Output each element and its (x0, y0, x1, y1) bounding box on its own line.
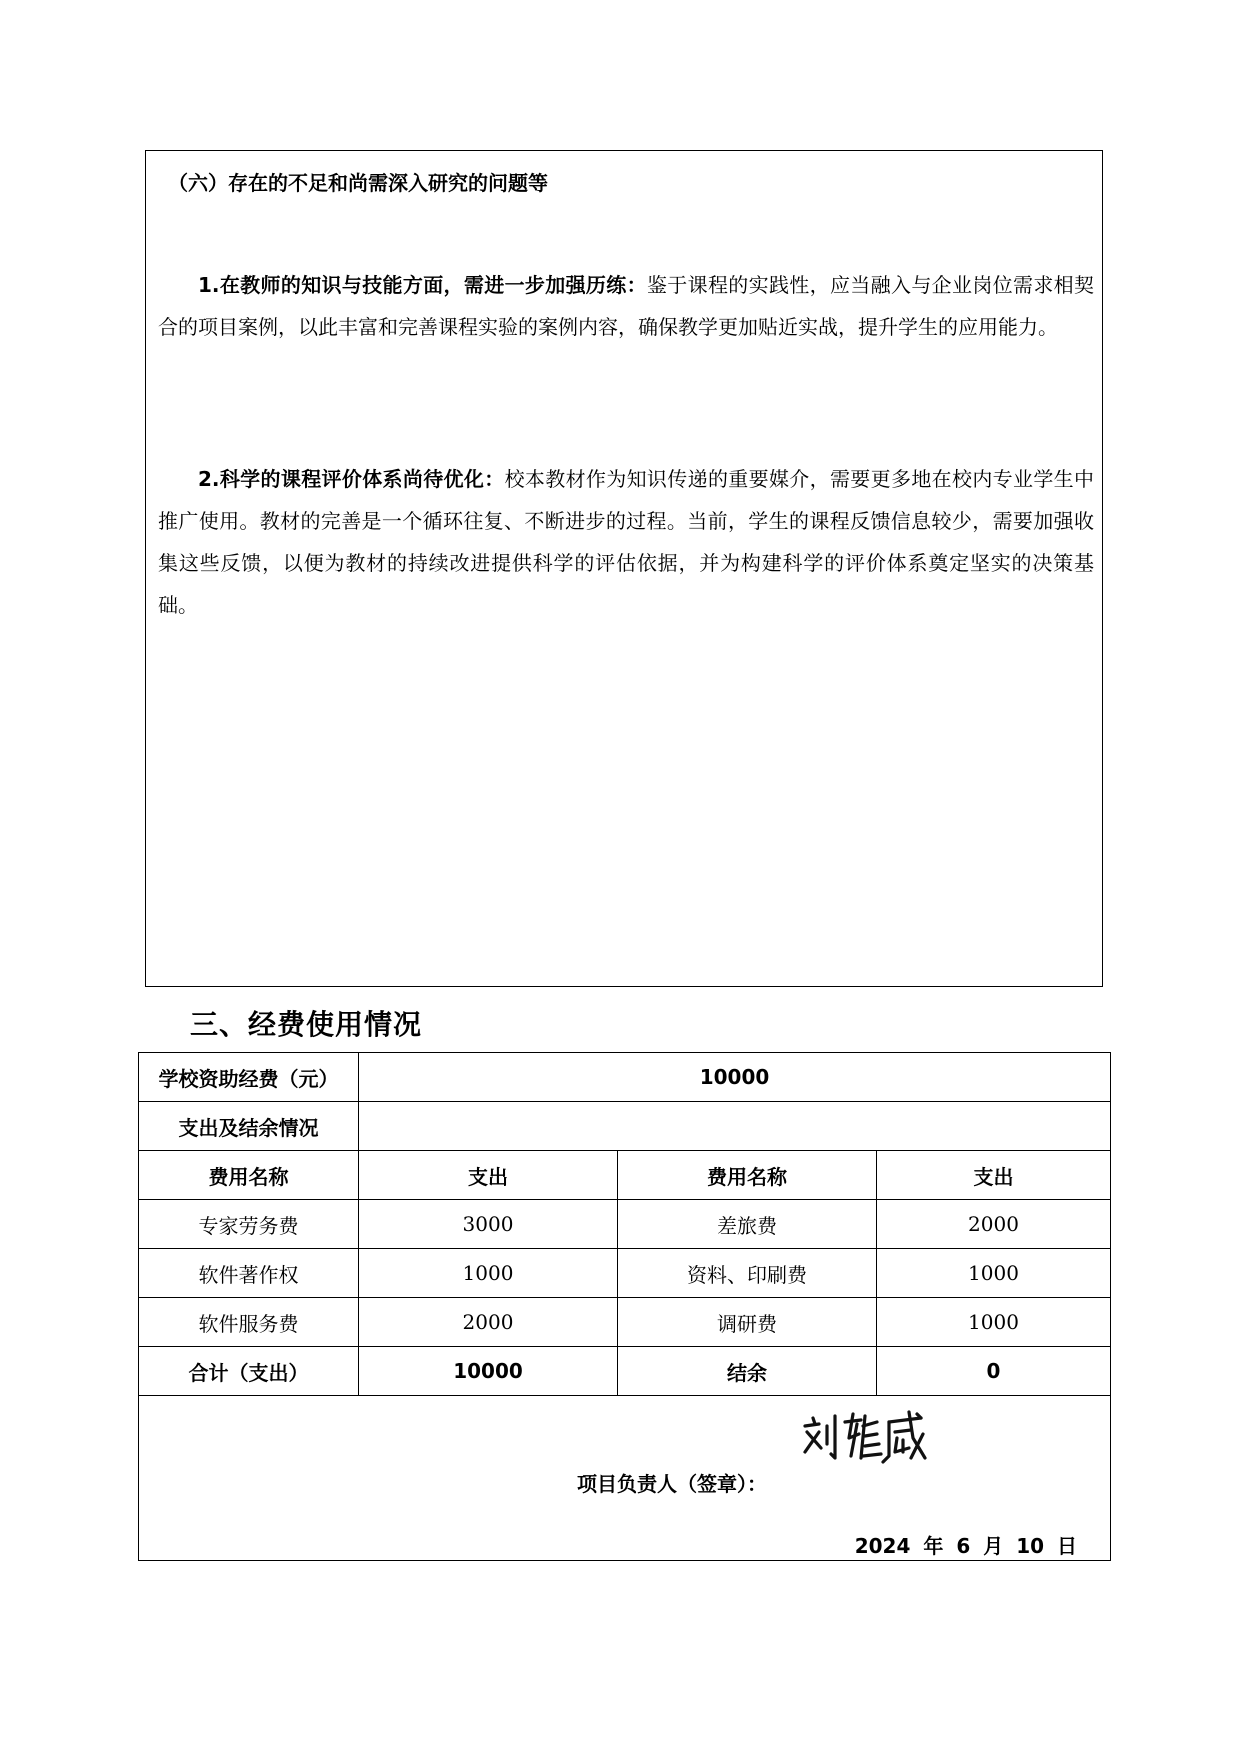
table-cell: 1000 (359, 1249, 618, 1298)
table-row (139, 1102, 1111, 1151)
table-cell: 2000 (877, 1200, 1111, 1249)
table-cell: 调研费 (618, 1298, 877, 1347)
header-cell: 支出 (359, 1151, 618, 1200)
balance-value: 0 (877, 1347, 1111, 1396)
table-row (139, 1249, 1111, 1298)
table-row (139, 1053, 1111, 1102)
header-cell: 费用名称 (139, 1151, 359, 1200)
paragraph-1 (158, 264, 1094, 348)
balance-label: 结余 (618, 1347, 877, 1396)
table-cell: 1000 (877, 1298, 1111, 1347)
date-month: 6 (956, 1534, 971, 1558)
date-year-unit: 年 (923, 1534, 944, 1558)
date-month-unit: 月 (983, 1534, 1004, 1558)
paragraph-2-lead: 2.科学的课程评价体系尚待优化： (198, 467, 505, 491)
total-value: 10000 (359, 1347, 618, 1396)
paragraph-2 (158, 458, 1094, 626)
table-cell: 2000 (359, 1298, 618, 1347)
signature-label: 项目负责人（签章）： (577, 1472, 767, 1496)
signature-cell (139, 1396, 1111, 1561)
section-6-box (145, 150, 1103, 987)
paragraph-2-text: 校本教材作为知识传递的重要媒介，需要更多地在校内专业学生中推广使用。教材的完善是一个循环往复、不断进步的过程。当前，学生的课程反馈信息较少，需要加强收集这些反馈，以便为教材的持续改进提供科学的评估依据，并为构建科学的评价体系奠定坚实的决策基础。 (158, 467, 1095, 617)
signature-row (139, 1396, 1111, 1561)
paragraph-1-lead: 1.在教师的知识与技能方面，需进一步加强历练： (198, 273, 647, 297)
paragraph-1-text: 鉴于课程的实践性，应当融入与企业岗位需求相契合的项目案例，以此丰富和完善课程实验的案例内容，确保教学更加贴近实战，提升学生的应用能力。 (158, 273, 1095, 339)
expense-label: 支出及结余情况 (139, 1102, 359, 1151)
table-cell: 3000 (359, 1200, 618, 1249)
handwritten-signature (799, 1408, 929, 1470)
header-cell: 支出 (877, 1151, 1111, 1200)
total-row (139, 1347, 1111, 1396)
table-cell: 软件服务费 (139, 1298, 359, 1347)
table-row (139, 1298, 1111, 1347)
date-day: 10 (1016, 1534, 1045, 1558)
signature-date (852, 1530, 1080, 1559)
funding-value: 10000 (359, 1053, 1111, 1102)
date-day-unit: 日 (1057, 1534, 1077, 1558)
table-cell: 专家劳务费 (139, 1200, 359, 1249)
expense-empty-cell (359, 1102, 1111, 1151)
date-year: 2024 (854, 1534, 911, 1558)
table-row (139, 1200, 1111, 1249)
table-cell: 差旅费 (618, 1200, 877, 1249)
budget-table (138, 1052, 1111, 1561)
table-cell: 1000 (877, 1249, 1111, 1298)
total-label: 合计（支出） (139, 1347, 359, 1396)
section-3-title: 三、经费使用情况 (190, 1008, 423, 1041)
table-header-row (139, 1151, 1111, 1200)
section-6-heading: （六）存在的不足和尚需深入研究的问题等 (168, 171, 548, 195)
funding-label: 学校资助经费（元） (139, 1053, 359, 1102)
table-cell: 软件著作权 (139, 1249, 359, 1298)
table-cell: 资料、印刷费 (618, 1249, 877, 1298)
header-cell: 费用名称 (618, 1151, 877, 1200)
